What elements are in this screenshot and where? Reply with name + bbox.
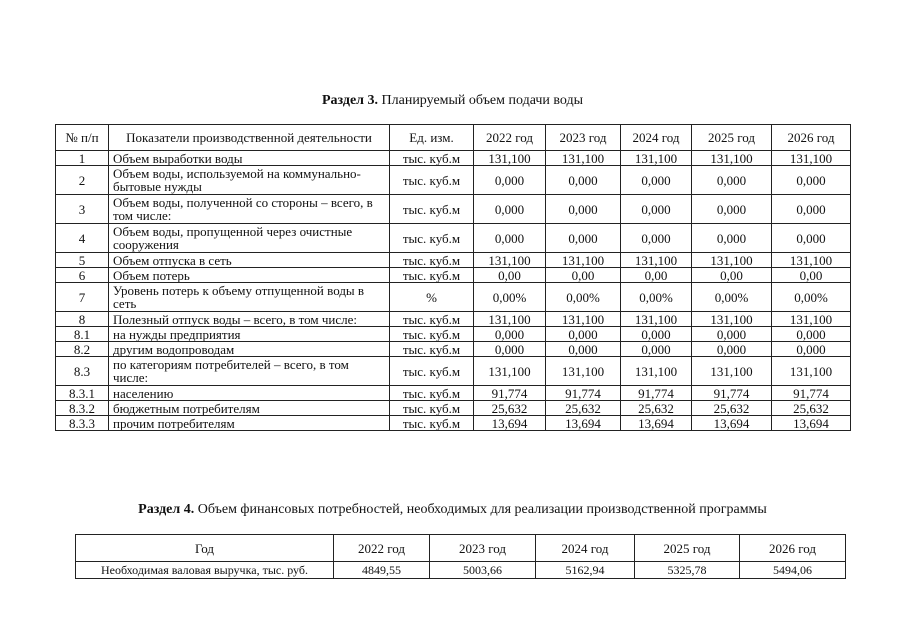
row-indicator: Полезный отпуск воды – всего, в том числе: [109,312,390,327]
column-header: Показатели производственной деятельности [109,125,390,151]
section4-title-text: Объем финансовых потребностей, необходимых для реализации производственной программы [194,502,767,517]
row-value: 0,00% [772,283,851,312]
row-indicator: Уровень потерь к объему отпущенной воды в сеть [109,283,390,312]
row-value: 131,100 [692,357,772,386]
row-value: 0,00% [546,283,621,312]
row-value: 131,100 [621,253,692,268]
table-row [56,268,851,283]
row-value: 0,00 [546,268,621,283]
row-value: 0,000 [692,195,772,224]
row-value: 91,774 [772,386,851,401]
row-indicator: Объем выработки воды [109,151,390,166]
row-unit: тыс. куб.м [390,166,474,195]
row-value: 131,100 [692,312,772,327]
row-value: 13,694 [546,416,621,431]
column-header: 2022 год [474,125,546,151]
row-value: 0,000 [621,224,692,253]
water-supply-table [55,124,851,431]
row-unit: тыс. куб.м [390,327,474,342]
row-value: 0,000 [772,327,851,342]
row-value: 25,632 [474,401,546,416]
column-header: 2024 год [536,535,635,562]
row-value: 131,100 [474,151,546,166]
row-indicator: Объем потерь [109,268,390,283]
row-value: 131,100 [621,357,692,386]
row-value: 131,100 [474,357,546,386]
row-value: 0,00% [474,283,546,312]
row-value: 131,100 [772,253,851,268]
table-row [56,166,851,195]
table-row [56,224,851,253]
row-value: 13,694 [621,416,692,431]
row-unit: % [390,283,474,312]
row-value: 131,100 [772,151,851,166]
row-value: 0,000 [772,195,851,224]
row-number: 5 [56,253,109,268]
row-unit: тыс. куб.м [390,268,474,283]
column-header: Год [76,535,334,562]
financial-needs-table [75,534,846,579]
row-value: 0,000 [692,166,772,195]
row-indicator: по категориям потребителей – всего, в том числе: [109,357,390,386]
row-value: 131,100 [546,357,621,386]
row-unit: тыс. куб.м [390,151,474,166]
row-unit: тыс. куб.м [390,224,474,253]
row-value: 25,632 [546,401,621,416]
row-value: 13,694 [474,416,546,431]
row-value: 131,100 [546,151,621,166]
row-indicator: другим водопроводам [109,342,390,357]
row-unit: тыс. куб.м [390,342,474,357]
row-value: 131,100 [474,253,546,268]
row-value: 0,00 [692,268,772,283]
row-value: 5494,06 [740,562,846,579]
row-number: 8.3.1 [56,386,109,401]
row-indicator: прочим потребителям [109,416,390,431]
row-value: 131,100 [692,151,772,166]
row-value: 0,000 [621,195,692,224]
table-row [56,327,851,342]
column-header: 2025 год [635,535,740,562]
table-row [56,312,851,327]
row-value: 131,100 [546,253,621,268]
table-row [56,342,851,357]
row-value: 0,00% [621,283,692,312]
row-value: 0,000 [474,342,546,357]
row-value: 0,000 [692,327,772,342]
row-unit: тыс. куб.м [390,312,474,327]
row-value: 0,000 [621,166,692,195]
row-value: 0,000 [474,224,546,253]
row-indicator: бюджетным потребителям [109,401,390,416]
row-value: 13,694 [772,416,851,431]
row-indicator: Объем воды, используемой на коммунально-бытовые нужды [109,166,390,195]
row-indicator: Объем воды, пропущенной через очистные сооружения [109,224,390,253]
row-number: 3 [56,195,109,224]
row-number: 8.3.2 [56,401,109,416]
row-number: 8 [56,312,109,327]
row-value: 0,00 [474,268,546,283]
row-value: 91,774 [692,386,772,401]
row-unit: тыс. куб.м [390,253,474,268]
row-number: 7 [56,283,109,312]
row-indicator: Объем отпуска в сеть [109,253,390,268]
row-indicator: Объем воды, полученной со стороны – всего, в том числе: [109,195,390,224]
table-row [56,401,851,416]
row-number: 6 [56,268,109,283]
table-row [56,357,851,386]
row-number: 4 [56,224,109,253]
row-value: 0,000 [546,342,621,357]
row-unit: тыс. куб.м [390,195,474,224]
row-value: 0,000 [474,195,546,224]
column-header: 2023 год [546,125,621,151]
column-header: № п/п [56,125,109,151]
row-value: 0,000 [474,166,546,195]
table-row [56,253,851,268]
table-header-row [56,125,851,151]
row-indicator: на нужды предприятия [109,327,390,342]
column-header: 2025 год [692,125,772,151]
row-value: 25,632 [772,401,851,416]
section4-title [0,502,905,518]
row-value: 131,100 [692,253,772,268]
column-header: 2026 год [772,125,851,151]
row-number: 8.1 [56,327,109,342]
row-value: 13,694 [692,416,772,431]
column-header: 2023 год [430,535,536,562]
row-value: 25,632 [692,401,772,416]
row-value: 5003,66 [430,562,536,579]
row-number: 8.2 [56,342,109,357]
row-value: 0,000 [772,166,851,195]
table-row [56,151,851,166]
row-unit: тыс. куб.м [390,416,474,431]
row-value: 131,100 [772,357,851,386]
row-value: 0,000 [621,327,692,342]
row-value: 0,00 [621,268,692,283]
row-number: 1 [56,151,109,166]
row-value: 0,000 [772,342,851,357]
table-row [56,195,851,224]
row-value: 0,00 [772,268,851,283]
row-value: 0,000 [474,327,546,342]
row-value: 0,000 [546,195,621,224]
row-value: 0,000 [621,342,692,357]
row-value: 131,100 [474,312,546,327]
row-value: 131,100 [621,312,692,327]
row-value: 4849,55 [334,562,430,579]
table-row [56,283,851,312]
row-value: 131,100 [546,312,621,327]
row-label: Необходимая валовая выручка, тыс. руб. [76,562,334,579]
column-header: 2024 год [621,125,692,151]
row-value: 0,00% [692,283,772,312]
row-value: 0,000 [692,342,772,357]
table-row [56,416,851,431]
section3-title-text: Планируемый объем подачи воды [378,93,584,108]
row-value: 0,000 [546,224,621,253]
row-value: 0,000 [546,166,621,195]
row-number: 2 [56,166,109,195]
row-value: 5325,78 [635,562,740,579]
row-unit: тыс. куб.м [390,357,474,386]
table-row [56,386,851,401]
row-indicator: населению [109,386,390,401]
row-value: 91,774 [546,386,621,401]
row-unit: тыс. куб.м [390,386,474,401]
table-header-row [76,535,846,562]
row-value: 0,000 [546,327,621,342]
row-value: 131,100 [772,312,851,327]
section3-title-bold: Раздел 3. [321,93,379,108]
row-unit: тыс. куб.м [390,401,474,416]
row-number: 8.3 [56,357,109,386]
row-number: 8.3.3 [56,416,109,431]
row-value: 91,774 [621,386,692,401]
column-header: Ед. изм. [390,125,474,151]
section3-title [0,93,905,109]
row-value: 0,000 [772,224,851,253]
row-value: 91,774 [474,386,546,401]
column-header: 2026 год [740,535,846,562]
column-header: 2022 год [334,535,430,562]
row-value: 5162,94 [536,562,635,579]
table-row [76,562,846,579]
row-value: 131,100 [621,151,692,166]
row-value: 25,632 [621,401,692,416]
section4-title-bold: Раздел 4. [138,502,195,517]
row-value: 0,000 [692,224,772,253]
